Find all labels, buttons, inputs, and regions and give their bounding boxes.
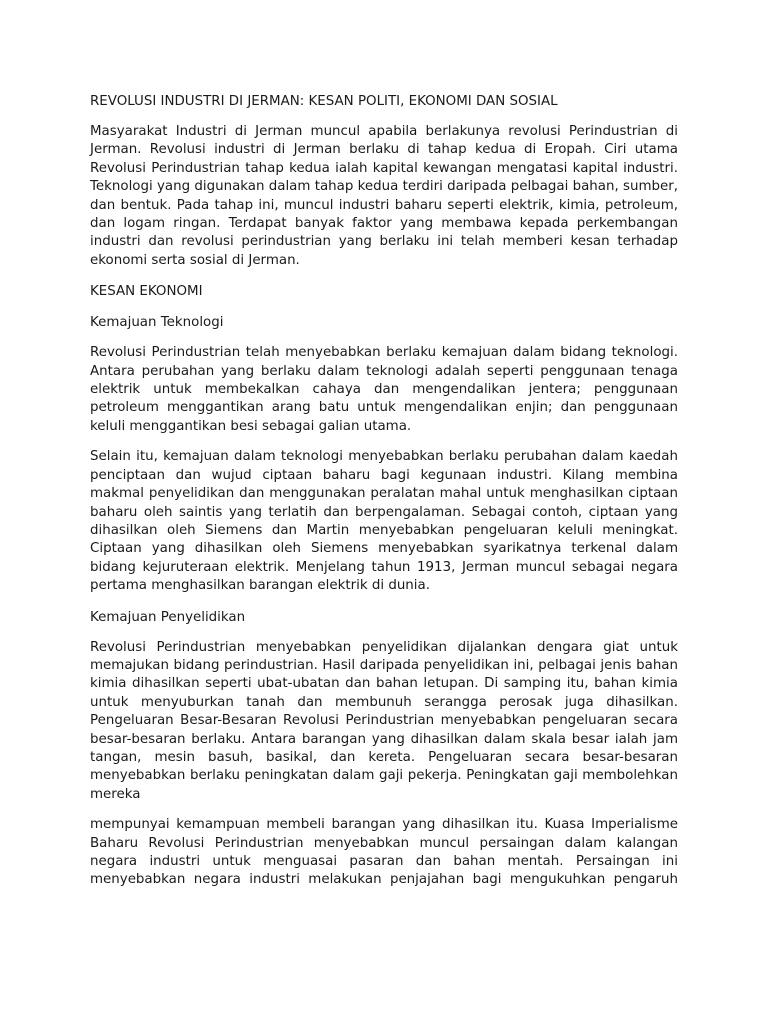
paragraph-penyelidikan-2: mempunyai kemampuan membeli barangan yang dihasilkan itu. Kuasa Imperialisme Baharu Revolusi Perindustrian menyebabkan muncul persaingan dalam kalangan negara industri untuk menguasai pasaran dan bahan mentah. Persaingan ini menyebabkan negara industri melakukan penjajahan bagi mengukuhkan pengaruh bbox=[90, 817, 678, 888]
intro-paragraph: Masyarakat Industri di Jerman muncul apabila berlakunya revolusi Perindustrian di Jerman. Revolusi industri di Jerman berlaku di tahap kedua di Eropah. Ciri utama Revolusi Perindustrian tahap kedua ialah kapital kewangan mengatasi kapital industri. Teknologi yang digunakan dalam tahap kedua terdiri daripada pelbagai bahan, sumber, dan bentuk. Pada tahap ini, muncul industri baharu seperti elektrik, kimia, petroleum, dan logam ringan. Terdapat banyak faktor yang membawa kepada perkembangan industri dan revolusi perindustrian yang berlaku ini telah memberi kesan terhadap ekonomi serta sosial di Jerman. bbox=[90, 124, 678, 268]
section-heading-kesan-ekonomi: KESAN EKONOMI bbox=[90, 284, 203, 300]
paragraph-teknologi-1: Revolusi Perindustrian telah menyebabkan berlaku kemajuan dalam bidang teknologi. Antara perubahan yang berlaku dalam teknologi adalah seperti penggunaan tenaga elektrik untuk membekalkan cahaya dan mengendalikan jentera; penggunaan petroleum menggantikan arang batu untuk mengendalikan enjin; dan penggunaan keluli menggantikan besi sebagai galian utama. bbox=[90, 345, 678, 434]
subheading-kemajuan-teknologi: Kemajuan Teknologi bbox=[90, 315, 224, 331]
paragraph-teknologi-2: Selain itu, kemajuan dalam teknologi menyebabkan berlaku perubahan dalam kaedah penciptaan dan wujud ciptaan baharu bagi kegunaan industri. Kilang membina makmal penyelidikan dan menggunakan peralatan mahal untuk menghasilkan ciptaan baharu oleh saintis yang terlatih dan berpengalaman. Sebagai contoh, ciptaan yang dihasilkan oleh Siemens dan Martin menyebabkan pengeluaran keluli meningkat. Ciptaan yang dihasilkan oleh Siemens menyebabkan syarikatnya terkenal dalam bidang kejuruteraan elektrik. Menjelang tahun 1913, Jerman muncul sebagai negara pertama menghasilkan barangan elektrik di dunia. bbox=[90, 449, 678, 594]
document-title: REVOLUSI INDUSTRI DI JERMAN: KESAN POLITI, EKONOMI DAN SOSIAL bbox=[90, 94, 558, 109]
paragraph-penyelidikan-1: Revolusi Perindustrian menyebabkan penyelidikan dijalankan dengara giat untuk memajukan bidang perindustrian. Hasil daripada penyelidikan ini, pelbagai jenis bahan kimia dihasilkan seperti ubat-ubatan dan bahan letupan. Di samping itu, bahan kimia untuk menyuburkan tanah dan membunuh serangga perosak juga dihasilkan. Pengeluaran Besar-Besaran Revolusi Perindustrian menyebabkan pengeluaran secara besar-besaran berlaku. Antara barangan yang dihasilkan dalam skala besar ialah jam tangan, mesin basuh, basikal, dan kereta. Pengeluaran secara besar-besaran menyebabkan berlaku peningkatan dalam gaji pekerja. Peningkatan gaji membolehkan mereka bbox=[90, 639, 678, 802]
subheading-kemajuan-penyelidikan: Kemajuan Penyelidikan bbox=[90, 609, 246, 625]
document-page bbox=[90, 92, 678, 902]
